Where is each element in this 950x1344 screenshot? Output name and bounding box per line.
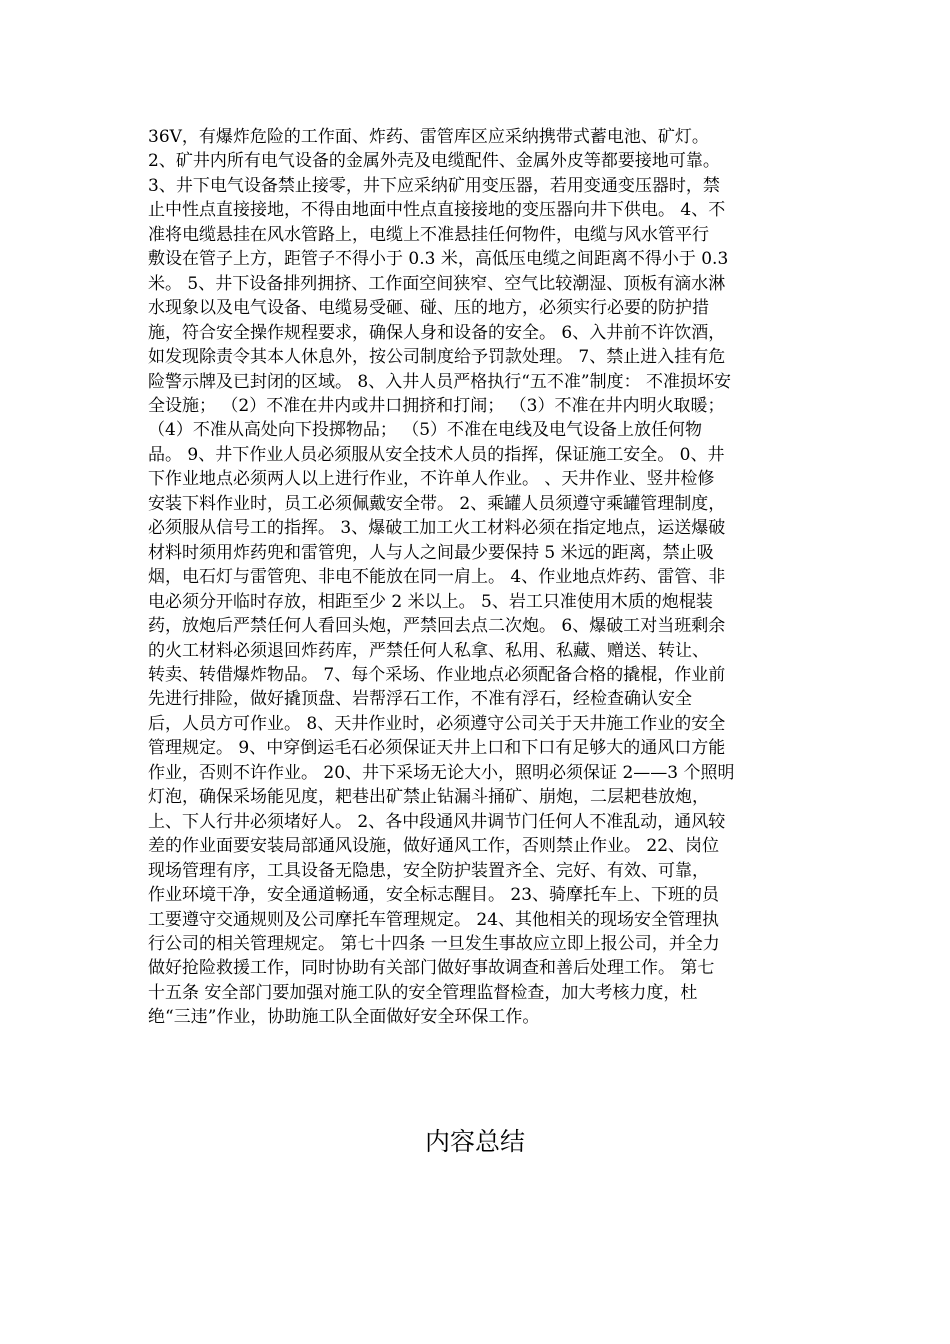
body-text-line: 做好抢险救援工作，同时协助有关部门做好事故调查和善后处理工作。 第七 — [148, 958, 715, 979]
body-text-line: 全设施； （2）不准在井内或井口拥挤和打闹； （3）不准在井内明火取暖； — [148, 395, 725, 416]
body-text-line: 水现象以及电气设备、电缆易受砸、碰、压的地方，必须实行必要的防护措 — [148, 298, 709, 319]
body-text-line: 管理规定。 9、中穿倒运毛石必须保证天井上口和下口有足够大的通风口方能 — [148, 738, 726, 759]
body-text-line: 必须服从信号工的指挥。 3、爆破工加工火工材料必须在指定地点，运送爆破 — [148, 518, 726, 539]
body-text-line: 药，放炮后严禁任何人看回头炮，严禁回去点二次炮。 6、爆破工对当班剩余 — [148, 616, 726, 637]
body-text-line: （4）不准从高处向下投掷物品； （5）不准在电线及电气设备上放任何物 — [148, 420, 703, 441]
body-text-line: 如发现除责令其本人休息外，按公司制度给予罚款处理。 7、禁止进入挂有危 — [148, 347, 726, 368]
body-text-line: 敷设在管子上方，距管子不得小于 0.3 米，高低压电缆之间距离不得小于 0.3 — [148, 249, 729, 270]
body-text-line: 后，人员方可作业。 8、天井作业时，必须遵守公司关于天井施工作业的安全 — [148, 713, 726, 734]
body-text-line: 绝“三违”作业，协助施工队全面做好安全环保工作。 — [148, 1007, 540, 1028]
body-text-line: 差的作业面要安装局部通风设施，做好通风工作，否则禁止作业。 22、岗位 — [148, 836, 720, 857]
body-text-line: 准将电缆悬挂在风水管路上，电缆上不准悬挂任何物件，电缆与风水管平行 — [148, 224, 709, 245]
body-text-line: 灯泡，确保采场能见度，耙巷出矿禁止钻漏斗捅矿、崩炮，二层耙巷放炮， — [148, 787, 709, 808]
body-text-line: 工要遵守交通规则及公司摩托车管理规定。 24、其他相关的现场安全管理执 — [148, 909, 720, 930]
body-text-line: 米。 5、井下设备排列拥挤、工作面空间狭窄、空气比较潮湿、顶板有滴水淋 — [148, 273, 726, 294]
body-text-line: 作业，否则不许作业。 20、井下采场无论大小，照明必须保证 2——3 个照明 — [148, 762, 735, 783]
body-text-line: 品。 9、井下作业人员必须服从安全技术人员的指挥，保证施工安全。 0、井 — [148, 444, 725, 465]
body-text-line: 36V，有爆炸危险的工作面、炸药、雷管库区应采纳携带式蓄电池、矿灯。 — [148, 127, 709, 147]
body-text-line: 安装下料作业时，员工必须佩戴安全带。 2、乘罐人员须遵守乘罐管理制度， — [148, 493, 726, 514]
body-text-line: 下作业地点必须两人以上进行作业，不许单人作业。 、天井作业、竖井检修 — [148, 469, 715, 490]
body-text-line: 十五条 安全部门要加强对施工队的安全管理监督检查，加大考核力度，杜 — [148, 982, 698, 1003]
body-text-line: 3、井下电气设备禁止接零，井下应采纳矿用变压器，若用变通变压器时，禁 — [148, 175, 720, 196]
body-text-line: 现场管理有序，工具设备无隐患，安全防护装置齐全、完好、有效、可靠， — [148, 860, 709, 881]
body-text-line: 上、下人行井必须堵好人。 2、各中段通风井调节门任何人不准乱动，通风较 — [148, 811, 726, 832]
body-text-line: 2、矿井内所有电气设备的金属外壳及电缆配件、金属外皮等都要接地可靠。 — [148, 151, 720, 172]
body-text-line: 电必须分开临时存放，相距至少 2 米以上。 5、岩工只准使用木质的炮棍装 — [148, 591, 713, 612]
body-text-line: 止中性点直接接地，不得由地面中性点直接接地的变压器向井下供电。 4、不 — [148, 200, 726, 221]
body-text-line: 施，符合安全操作规程要求，确保人身和设备的安全。 6、入井前不许饮酒， — [148, 322, 726, 343]
body-text-line: 的火工材料必须退回炸药库，严禁任何人私拿、私用、私藏、赠送、转让、 — [148, 640, 709, 661]
body-text-line: 烟，电石灯与雷管兜、非电不能放在同一肩上。 4、作业地点炸药、雷管、非 — [148, 567, 726, 588]
body-text-line: 转卖、转借爆炸物品。 7、每个采场、作业地点必须配备合格的撬棍，作业前 — [148, 664, 726, 685]
body-text-line: 作业环境干净，安全通道畅通，安全标志醒目。 23、骑摩托车上、下班的员 — [148, 885, 720, 906]
body-text — [148, 125, 808, 1030]
section-title: 内容总结 — [424, 1127, 525, 1156]
body-text-line: 材料时须用炸药兜和雷管兜，人与人之间最少要保持 5 米远的距离，禁止吸 — [148, 542, 714, 563]
body-text-line: 先进行排险，做好撬顶盘、岩帮浮石工作，不准有浮石，经检查确认安全 — [148, 689, 692, 710]
body-text-line: 险警示牌及已封闭的区域。 8、入井人员严格执行“五不准”制度： 不准损坏安 — [148, 371, 732, 392]
body-text-line: 行公司的相关管理规定。 第七十四条 一旦发生事故应立即上报公司，并全力 — [148, 933, 720, 954]
